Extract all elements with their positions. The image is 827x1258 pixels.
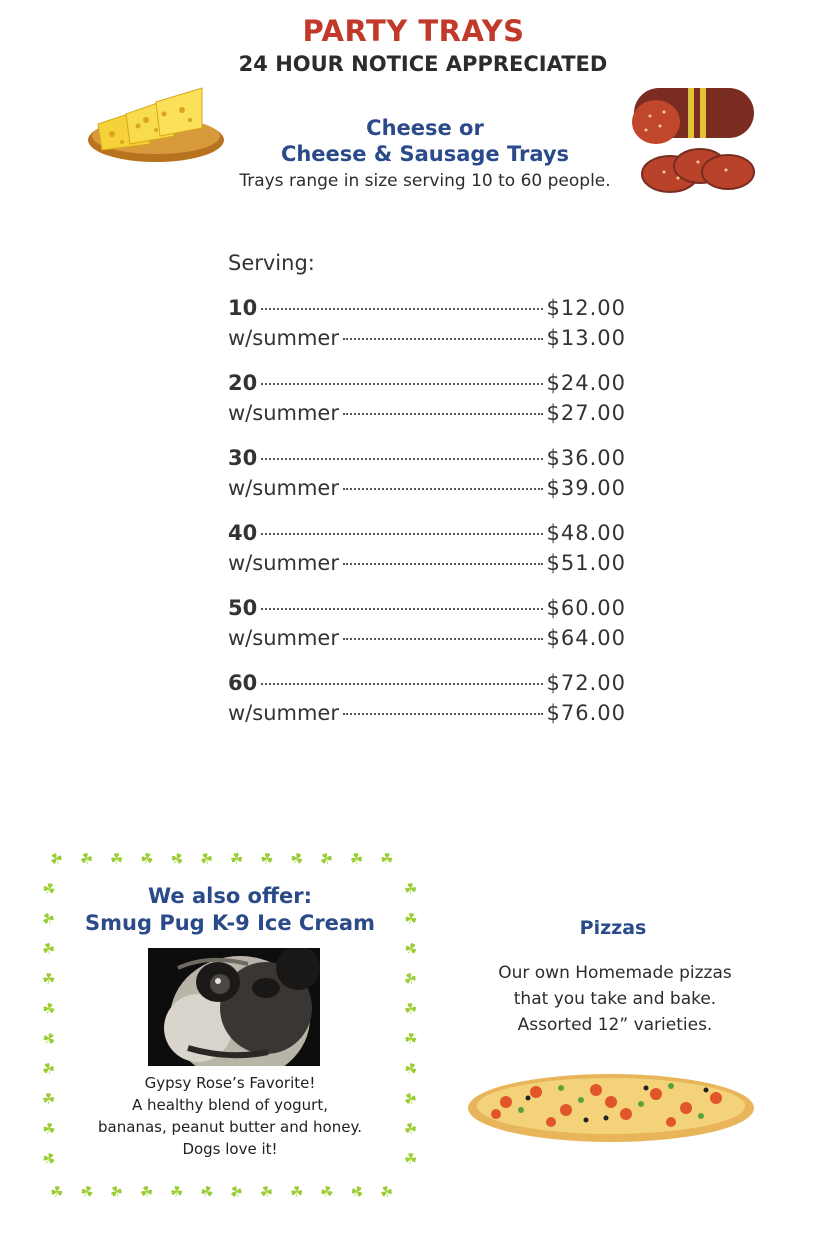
price-group-30 bbox=[228, 446, 626, 506]
paw-print-icon: ☘ bbox=[403, 879, 419, 899]
dot-leader bbox=[343, 638, 543, 640]
summer-price-value: $39.00 bbox=[546, 476, 626, 500]
paw-print-icon: ☘ bbox=[348, 848, 365, 870]
pizza-text-line: that you take and bake. bbox=[513, 989, 717, 1009]
summer-price-row bbox=[228, 326, 626, 356]
price-row bbox=[228, 671, 626, 701]
price-group-10 bbox=[228, 296, 626, 356]
offer-heading-line1: We also offer: bbox=[147, 884, 312, 908]
price-group-50 bbox=[228, 596, 626, 656]
price-row bbox=[228, 521, 626, 551]
paw-print-icon: ☘ bbox=[77, 1181, 97, 1203]
paw-print-icon: ☘ bbox=[138, 1181, 155, 1203]
dot-leader bbox=[261, 308, 542, 310]
dot-leader bbox=[261, 608, 542, 610]
paw-print-icon: ☘ bbox=[287, 848, 307, 870]
paw-print-icon: ☘ bbox=[166, 848, 187, 871]
paw-print-icon: ☘ bbox=[38, 1027, 60, 1051]
dot-leader bbox=[343, 563, 543, 565]
price-value: $60.00 bbox=[546, 596, 626, 620]
summer-label: w/summer bbox=[228, 401, 339, 425]
dot-leader bbox=[261, 458, 542, 460]
paw-print-icon: ☘ bbox=[169, 1182, 184, 1202]
paw-print-icon: ☘ bbox=[403, 1029, 419, 1049]
paw-print-icon: ☘ bbox=[197, 1181, 216, 1203]
serving-size: 50 bbox=[228, 596, 258, 620]
paw-print-icon: ☘ bbox=[257, 1181, 276, 1203]
paw-print-icon: ☘ bbox=[39, 938, 58, 960]
offer-text-line: A healthy blend of yogurt, bbox=[132, 1096, 328, 1114]
paw-print-icon: ☘ bbox=[46, 847, 67, 871]
serving-size: 60 bbox=[228, 671, 258, 695]
paw-print-icon: ☘ bbox=[38, 907, 59, 931]
price-list bbox=[228, 296, 626, 746]
price-value: $72.00 bbox=[546, 671, 626, 695]
trays-heading-line1: Cheese or bbox=[366, 116, 484, 140]
offer-heading-line2: Smug Pug K-9 Ice Cream bbox=[85, 911, 375, 935]
summer-label: w/summer bbox=[228, 701, 339, 725]
serving-size: 40 bbox=[228, 521, 258, 545]
summer-price-value: $27.00 bbox=[546, 401, 626, 425]
summer-label: w/summer bbox=[228, 476, 339, 500]
serving-label: Serving: bbox=[228, 251, 315, 275]
dot-leader bbox=[261, 383, 542, 385]
paw-print-icon: ☘ bbox=[226, 1180, 247, 1204]
offer-text-line: Gypsy Rose’s Favorite! bbox=[144, 1074, 316, 1092]
page-subtitle: 24 HOUR NOTICE APPRECIATED bbox=[238, 52, 608, 76]
paw-print-icon: ☘ bbox=[401, 1058, 421, 1080]
summer-price-row bbox=[228, 626, 626, 656]
paw-print-icon: ☘ bbox=[39, 878, 59, 900]
paw-print-icon: ☘ bbox=[40, 998, 58, 1020]
summer-price-value: $76.00 bbox=[546, 701, 626, 725]
summer-price-row bbox=[228, 551, 626, 581]
cheese-tray-image bbox=[86, 84, 226, 166]
paw-print-icon: ☘ bbox=[379, 849, 395, 869]
summer-price-value: $13.00 bbox=[546, 326, 626, 350]
price-group-60 bbox=[228, 671, 626, 731]
paw-print-icon: ☘ bbox=[403, 1149, 418, 1169]
summer-label: w/summer bbox=[228, 551, 339, 575]
page-title: PARTY TRAYS bbox=[302, 14, 525, 48]
paw-print-icon: ☘ bbox=[400, 1087, 421, 1111]
summer-price-row bbox=[228, 476, 626, 506]
pug-photo bbox=[148, 948, 320, 1066]
dot-leader bbox=[343, 413, 543, 415]
price-row bbox=[228, 446, 626, 476]
summer-price-value: $64.00 bbox=[546, 626, 626, 650]
paw-print-icon: ☘ bbox=[402, 1118, 420, 1140]
dot-leader bbox=[261, 533, 542, 535]
offer-description bbox=[60, 1072, 400, 1160]
summer-label: w/summer bbox=[228, 626, 339, 650]
offer-text-line: Dogs love it! bbox=[182, 1140, 278, 1158]
paw-print-icon: ☘ bbox=[377, 1181, 396, 1203]
dot-leader bbox=[343, 338, 543, 340]
paw-print-icon: ☘ bbox=[41, 1089, 57, 1109]
paw-print-icon: ☘ bbox=[39, 1148, 59, 1171]
price-row bbox=[228, 371, 626, 401]
paw-print-icon: ☘ bbox=[229, 849, 245, 869]
price-value: $36.00 bbox=[546, 446, 626, 470]
pizzas-heading: Pizzas bbox=[579, 917, 647, 939]
price-group-20 bbox=[228, 371, 626, 431]
paw-print-icon: ☘ bbox=[318, 1181, 336, 1203]
paw-print-icon: ☘ bbox=[106, 1181, 127, 1204]
paw-print-icon: ☘ bbox=[197, 848, 216, 870]
dot-leader bbox=[261, 683, 542, 685]
price-value: $12.00 bbox=[546, 296, 626, 320]
paw-print-icon: ☘ bbox=[39, 1058, 58, 1080]
paw-print-icon: ☘ bbox=[346, 1180, 368, 1204]
pizza-text-line: Assorted 12” varieties. bbox=[517, 1015, 713, 1035]
price-value: $24.00 bbox=[546, 371, 626, 395]
price-value: $48.00 bbox=[546, 521, 626, 545]
price-row bbox=[228, 296, 626, 326]
dot-leader bbox=[343, 713, 543, 715]
paw-print-icon: ☘ bbox=[138, 848, 156, 870]
serving-size: 30 bbox=[228, 446, 258, 470]
offer-text-line: bananas, peanut butter and honey. bbox=[98, 1118, 362, 1136]
paw-print-icon: ☘ bbox=[77, 848, 96, 870]
paw-print-icon: ☘ bbox=[316, 848, 337, 871]
paw-print-icon: ☘ bbox=[49, 1182, 65, 1202]
paw-print-icon: ☘ bbox=[40, 1118, 58, 1140]
pizzas-description bbox=[440, 960, 790, 1038]
dot-leader bbox=[343, 488, 543, 490]
trays-heading-line2: Cheese & Sausage Trays bbox=[280, 142, 570, 166]
paw-print-icon: ☘ bbox=[402, 909, 419, 929]
paw-print-icon: ☘ bbox=[109, 849, 124, 869]
paw-print-icon: ☘ bbox=[402, 999, 419, 1019]
pizza-image bbox=[466, 1070, 756, 1144]
paw-print-icon: ☘ bbox=[401, 938, 421, 960]
price-row bbox=[228, 596, 626, 626]
paw-print-icon: ☘ bbox=[289, 1182, 304, 1202]
serving-size: 20 bbox=[228, 371, 258, 395]
paw-print-icon: ☘ bbox=[258, 849, 275, 869]
pizza-text-line: Our own Homemade pizzas bbox=[498, 963, 732, 983]
trays-description: Trays range in size serving 10 to 60 people. bbox=[239, 171, 611, 191]
summer-label: w/summer bbox=[228, 326, 339, 350]
paw-print-icon: ☘ bbox=[400, 968, 421, 990]
summer-price-row bbox=[228, 401, 626, 431]
summer-price-row bbox=[228, 701, 626, 731]
paw-print-icon: ☘ bbox=[42, 970, 56, 988]
price-group-40 bbox=[228, 521, 626, 581]
serving-size: 10 bbox=[228, 296, 258, 320]
summer-price-value: $51.00 bbox=[546, 551, 626, 575]
